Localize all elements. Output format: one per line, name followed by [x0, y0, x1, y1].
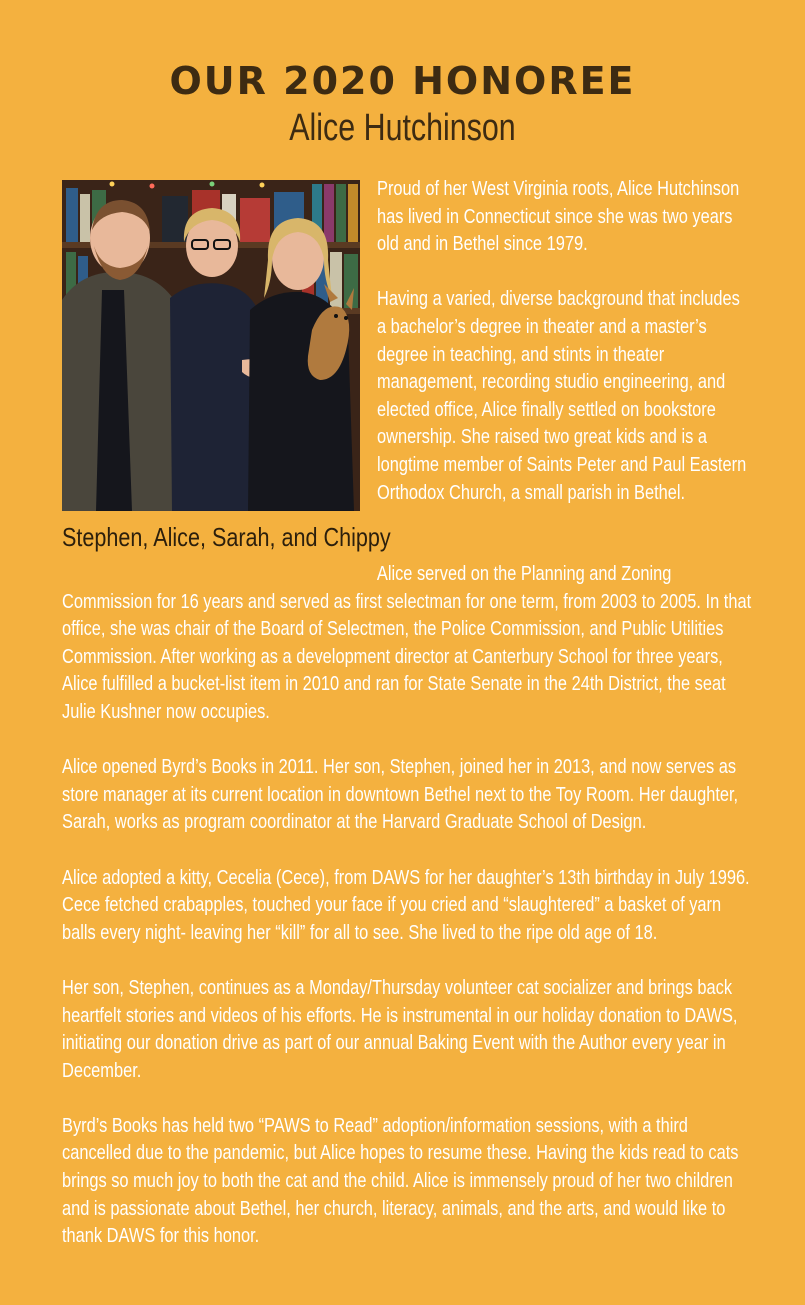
page-title: OUR 2020 HONOREE — [169, 59, 636, 103]
paragraph-bookstore: Alice opened Byrd’s Books in 2011. Her son, Stephen, joined her in 2013, and now serves as store manager at its current location in downtown Bethel next to the Toy Room. Her daughter, Sarah, works as program coordinator at the Harvard Graduate School of Design. — [62, 756, 739, 834]
paragraph-stephen: Her son, Stephen, continues as a Monday/Thursday volunteer cat socializer and brings back heartfelt stories and videos of his efforts. He is instrumental in our holiday donation to DAWS, initiating our donation drive as part of our annual Baking Event with the Author every year in December. — [62, 976, 738, 1082]
paragraph-background: Having a varied, diverse background that includes a bachelor’s degree in theater and a master’s degree in teaching, and stints in theater management, recording studio engineering, and elected office, Alice finally settled on bookstore ownership. She raised two great kids and is a longtime member of Saints Peter and Paul Eastern Orthodox Church, a small parish in Bethel. — [377, 288, 747, 504]
honoree-name: Alice Hutchinson — [289, 107, 516, 149]
paragraph-public-service-text: Alice served on the Planning and Zoning Commission for 16 years and served as first selectman for one term, from 2003 to 2005. In that office, she was chair of the Board of Selectmen, the Police Commission, and Public Utilities Commission. After working as a development director at Canterbury School for three years, Alice fulfilled a bucket-list item in 2010 and ran for State Senate in the 24th District, the seat Julie Kushner now occupies. — [62, 563, 752, 723]
paragraph-paws-to-read: Byrd’s Books has held two “PAWS to Read” adoption/information sessions, with a third cancelled due to the pandemic, but Alice hopes to resume these. Having the kids read to cats brings so much joy to both the cat and the child. Alice is immensely proud of her two children and is passionate about Bethel, her church, literacy, animals, and the arts, and would like to thank DAWS for this honor. — [62, 1114, 739, 1248]
paragraph-cece: Alice adopted a kitty, Cecelia (Cece), from DAWS for her daughter’s 13th birthday in July 1996. Cece fetched crabapples, touched your face if you cried and “slaughtered” a basket of yarn balls every night- leaving her “kill” for all to see. She lived to the ripe old age of 18. — [62, 866, 750, 944]
honoree-photo — [62, 180, 360, 511]
article-column-top — [377, 176, 752, 535]
article-column-full — [62, 561, 752, 1278]
paragraph-public-service — [62, 561, 752, 727]
photo-caption: Stephen, Alice, Sarah, and Chippy — [62, 522, 391, 552]
paragraph-roots: Proud of her West Virginia roots, Alice Hutchinson has lived in Connecticut since she was two years old and in Bethel since 1979. — [377, 178, 740, 256]
